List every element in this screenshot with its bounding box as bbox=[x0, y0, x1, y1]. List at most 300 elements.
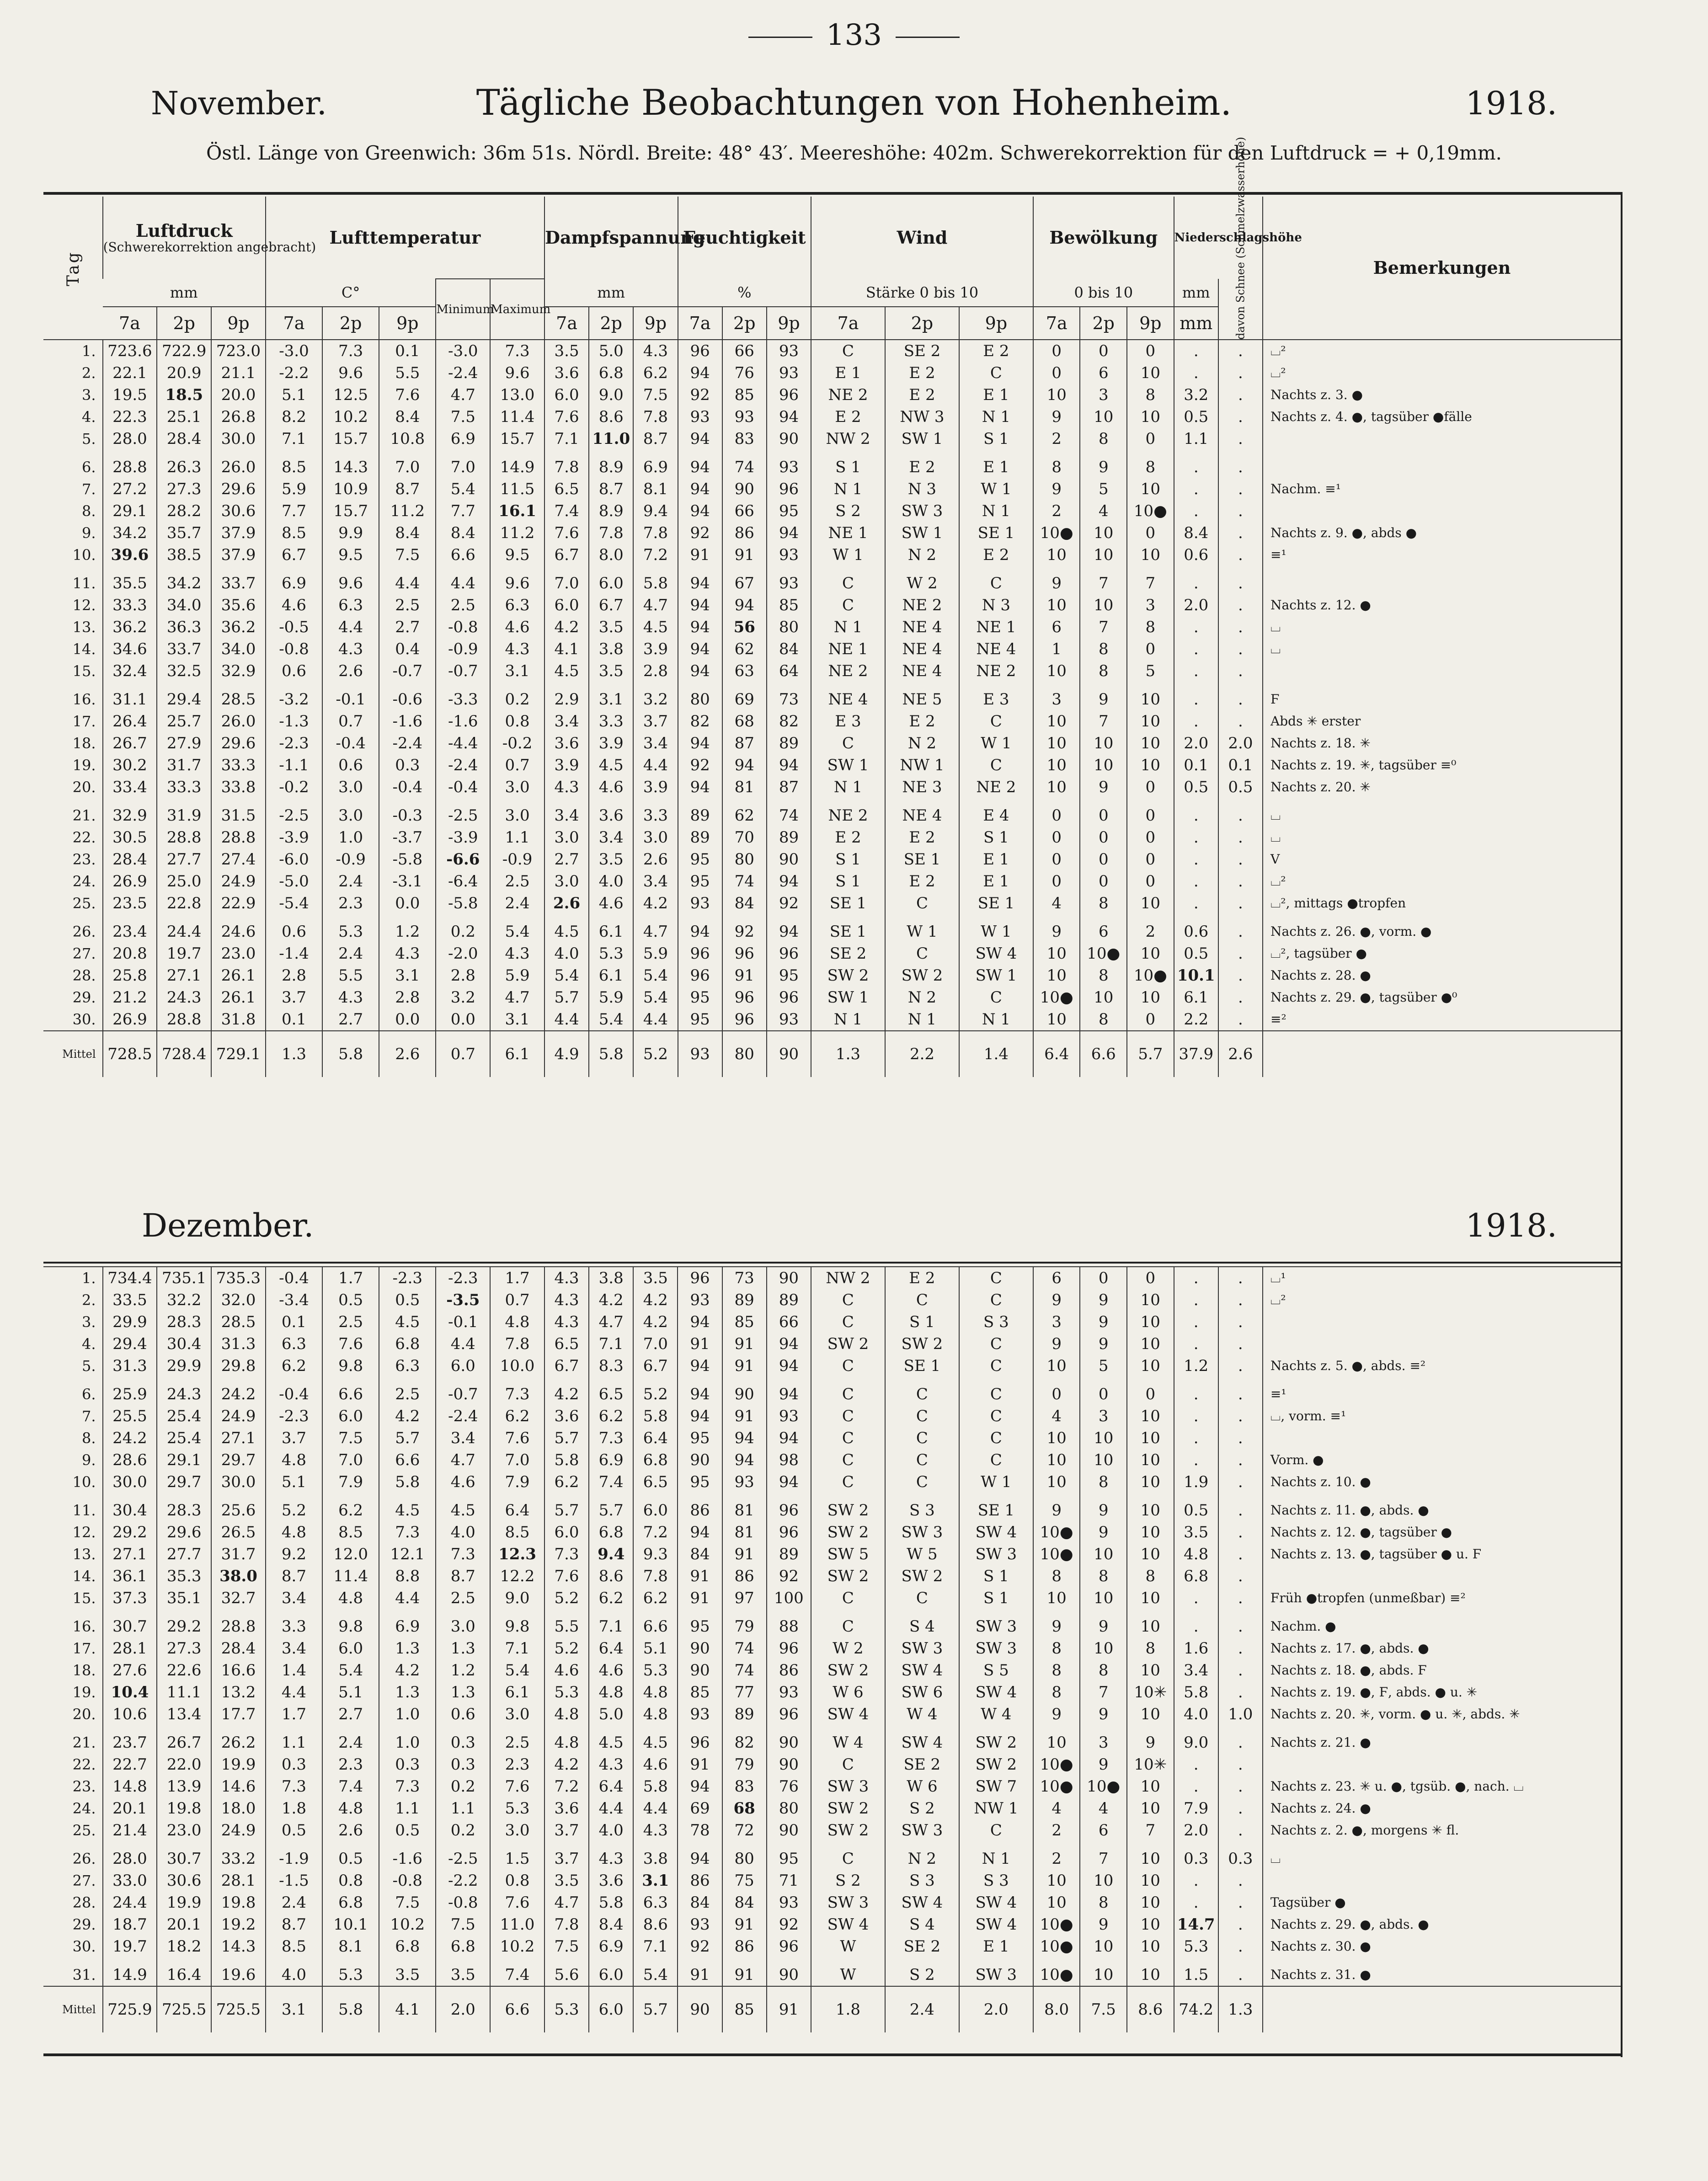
value-cell: 0.5 bbox=[1218, 776, 1263, 798]
value-cell: 6.7 bbox=[589, 594, 633, 616]
value-cell: 25.0 bbox=[157, 870, 211, 892]
value-cell: 5.8 bbox=[633, 1776, 678, 1797]
value-cell: 10 bbox=[1033, 943, 1080, 965]
value-cell: 0.3 bbox=[1174, 1841, 1218, 1870]
value-cell: . bbox=[1218, 1957, 1263, 1986]
value-cell: -2.5 bbox=[266, 798, 322, 827]
value-cell: 1 bbox=[1033, 638, 1080, 660]
value-cell: 90 bbox=[767, 1957, 811, 1986]
value-cell: 10 bbox=[1080, 732, 1127, 754]
value-cell: 3.5 bbox=[1174, 1521, 1218, 1543]
value-cell: . bbox=[1218, 362, 1263, 384]
value-cell: -0.1 bbox=[322, 682, 379, 710]
value-cell: 8.4 bbox=[379, 406, 436, 428]
value-cell: 30.4 bbox=[157, 1333, 211, 1355]
value-cell: E 2 bbox=[885, 384, 959, 406]
value-cell: 6.3 bbox=[490, 594, 544, 616]
value-cell: . bbox=[1174, 710, 1218, 732]
table-row bbox=[43, 1405, 1621, 1427]
value-cell: 27.2 bbox=[103, 478, 157, 500]
value-cell: 35.5 bbox=[103, 566, 157, 594]
value-cell: 2 bbox=[1127, 914, 1174, 943]
value-cell: 4.2 bbox=[544, 1377, 589, 1405]
value-cell: 0.8 bbox=[322, 1870, 379, 1892]
value-cell: . bbox=[1218, 1471, 1263, 1493]
value-cell: 6.2 bbox=[589, 1587, 633, 1609]
value-cell: . bbox=[1218, 1289, 1263, 1311]
value-cell: 10 bbox=[1033, 732, 1080, 754]
day-cell: 17. bbox=[72, 713, 96, 730]
remark-cell: Nachts z. 12. ● bbox=[1263, 594, 1621, 616]
value-cell: . bbox=[1218, 870, 1263, 892]
value-cell: 4.7 bbox=[490, 987, 544, 1008]
value-cell: 4.3 bbox=[633, 340, 678, 362]
value-cell: 7.3 bbox=[379, 1521, 436, 1543]
value-cell: . bbox=[1218, 1936, 1263, 1957]
value-cell: -0.9 bbox=[322, 848, 379, 870]
value-cell: N 2 bbox=[885, 732, 959, 754]
value-cell: 0.6 bbox=[266, 660, 322, 682]
value-cell: 94 bbox=[678, 594, 722, 616]
value-cell: 2.6 bbox=[544, 892, 589, 914]
day-cell: 30. bbox=[72, 1938, 96, 1955]
value-cell: 93 bbox=[767, 340, 811, 362]
value-cell: 4.8 bbox=[544, 1703, 589, 1725]
value-cell: 1.3 bbox=[436, 1681, 490, 1703]
value-cell: S 1 bbox=[959, 1565, 1033, 1587]
table-row bbox=[43, 1725, 1621, 1754]
value-cell: 10.6 bbox=[103, 1703, 157, 1725]
value-cell: 10 bbox=[1127, 1471, 1174, 1493]
value-cell: 7.3 bbox=[436, 1543, 490, 1565]
value-cell: 0.6 bbox=[322, 754, 379, 776]
value-cell: W 1 bbox=[959, 914, 1033, 943]
value-cell: 86 bbox=[767, 1659, 811, 1681]
table-row bbox=[43, 1311, 1621, 1333]
value-cell: 2 bbox=[1033, 1841, 1080, 1870]
value-cell: 10 bbox=[1127, 754, 1174, 776]
value-cell: 10 bbox=[1033, 384, 1080, 406]
value-cell: 29.9 bbox=[157, 1355, 211, 1377]
value-cell: -3.0 bbox=[436, 340, 490, 362]
value-cell: 10● bbox=[1033, 1936, 1080, 1957]
value-cell: C bbox=[885, 1377, 959, 1405]
value-cell: 2.2 bbox=[1174, 1008, 1218, 1031]
day-cell: 3. bbox=[82, 386, 96, 404]
value-cell: 4.7 bbox=[436, 1449, 490, 1471]
value-cell: 13.4 bbox=[157, 1703, 211, 1725]
value-cell: 95 bbox=[678, 1008, 722, 1031]
value-cell: -3.2 bbox=[266, 682, 322, 710]
value-cell: . bbox=[1174, 1892, 1218, 1914]
mittel-value: 80 bbox=[722, 1031, 767, 1077]
value-cell: 4.6 bbox=[490, 616, 544, 638]
value-cell: . bbox=[1218, 1333, 1263, 1355]
value-cell: 3 bbox=[1033, 1311, 1080, 1333]
value-cell: 9.2 bbox=[266, 1543, 322, 1565]
day-cell: 9. bbox=[82, 1451, 96, 1469]
day-cell: 21. bbox=[72, 1734, 96, 1751]
value-cell: 94 bbox=[767, 914, 811, 943]
header-bewoelkung-7a: 7a bbox=[1033, 307, 1080, 340]
value-cell: 9 bbox=[1033, 406, 1080, 428]
value-cell: 5.4 bbox=[633, 987, 678, 1008]
value-cell: 6.8 bbox=[589, 1521, 633, 1543]
value-cell: 93 bbox=[767, 1681, 811, 1703]
mittel-value: 1.8 bbox=[811, 1986, 885, 2032]
value-cell: 28.1 bbox=[103, 1637, 157, 1659]
value-cell: 6.4 bbox=[589, 1637, 633, 1659]
mittel-value: 2.4 bbox=[885, 1986, 959, 2032]
value-cell: S 1 bbox=[811, 848, 885, 870]
value-cell: 26.5 bbox=[211, 1521, 266, 1543]
day-cell: 2. bbox=[82, 364, 96, 382]
page-number-dash-left bbox=[748, 37, 812, 38]
mittel-value: 90 bbox=[678, 1986, 722, 2032]
value-cell: 6.1 bbox=[490, 1681, 544, 1703]
day-cell: 23. bbox=[72, 851, 96, 868]
table-row bbox=[43, 1819, 1621, 1841]
value-cell: . bbox=[1218, 848, 1263, 870]
value-cell: 27.7 bbox=[157, 848, 211, 870]
header-dampf: Dampfspannung bbox=[544, 197, 678, 279]
value-cell: 3.2 bbox=[1174, 384, 1218, 406]
value-cell: 4.5 bbox=[379, 1493, 436, 1521]
value-cell: W 1 bbox=[885, 914, 959, 943]
value-cell: 7.1 bbox=[589, 1333, 633, 1355]
value-cell: 86 bbox=[678, 1870, 722, 1892]
day-cell: 19. bbox=[72, 1684, 96, 1701]
value-cell: 29.1 bbox=[157, 1449, 211, 1471]
day-cell: 19. bbox=[72, 757, 96, 774]
value-cell: 0.7 bbox=[490, 1289, 544, 1311]
value-cell: 9.9 bbox=[322, 522, 379, 544]
value-cell: 8 bbox=[1033, 1681, 1080, 1703]
value-cell: . bbox=[1218, 1449, 1263, 1471]
value-cell: -6.6 bbox=[436, 848, 490, 870]
value-cell: 32.4 bbox=[103, 660, 157, 682]
value-cell: 10● bbox=[1033, 1754, 1080, 1776]
value-cell: 31.8 bbox=[211, 1008, 266, 1031]
value-cell: -0.9 bbox=[490, 848, 544, 870]
value-cell: E 1 bbox=[959, 848, 1033, 870]
table-row bbox=[43, 1681, 1621, 1703]
value-cell: 5.8 bbox=[633, 1405, 678, 1427]
value-cell: 7.4 bbox=[589, 1471, 633, 1493]
value-cell: W 1 bbox=[959, 478, 1033, 500]
remark-cell: Nachts z. 17. ●, abds. ● bbox=[1263, 1637, 1621, 1659]
value-cell: 0.1 bbox=[1218, 754, 1263, 776]
value-cell: 2.5 bbox=[379, 594, 436, 616]
value-cell: 10.8 bbox=[379, 428, 436, 450]
value-cell: 10 bbox=[1033, 1427, 1080, 1449]
value-cell: SW 3 bbox=[959, 1609, 1033, 1637]
day-cell: 11. bbox=[72, 1502, 96, 1519]
value-cell: . bbox=[1218, 340, 1263, 362]
value-cell: 28.2 bbox=[157, 500, 211, 522]
value-cell: 3 bbox=[1080, 1725, 1127, 1754]
value-cell: 3.5 bbox=[544, 340, 589, 362]
header-maximum: Maximum bbox=[490, 279, 544, 340]
value-cell: 3.9 bbox=[544, 754, 589, 776]
value-cell: NE 2 bbox=[959, 660, 1033, 682]
table-row bbox=[43, 638, 1621, 660]
value-cell: 0.8 bbox=[490, 1870, 544, 1892]
year-label-november: 1918. bbox=[1465, 85, 1557, 122]
value-cell: 66 bbox=[767, 1311, 811, 1333]
value-cell: 8.7 bbox=[379, 478, 436, 500]
value-cell: N 3 bbox=[885, 478, 959, 500]
value-cell: 5.3 bbox=[322, 914, 379, 943]
value-cell: . bbox=[1218, 1819, 1263, 1841]
header-wind-9p: 9p bbox=[959, 307, 1033, 340]
value-cell: W 4 bbox=[811, 1725, 885, 1754]
value-cell: 7 bbox=[1080, 616, 1127, 638]
day-cell: 11. bbox=[72, 575, 96, 592]
value-cell: E 1 bbox=[959, 450, 1033, 478]
value-cell: 2.4 bbox=[322, 1725, 379, 1754]
value-cell: 80 bbox=[767, 616, 811, 638]
day-cell: 1. bbox=[43, 1267, 103, 1289]
value-cell: 6.7 bbox=[544, 1355, 589, 1377]
value-cell: 4 bbox=[1080, 500, 1127, 522]
value-cell: 1.1 bbox=[490, 827, 544, 848]
value-cell: 1.7 bbox=[322, 1267, 379, 1289]
value-cell: 10● bbox=[1033, 987, 1080, 1008]
value-cell: 3.5 bbox=[589, 616, 633, 638]
value-cell: 3.8 bbox=[589, 638, 633, 660]
value-cell: 93 bbox=[678, 1914, 722, 1936]
value-cell: -2.5 bbox=[436, 798, 490, 827]
value-cell: 96 bbox=[767, 1493, 811, 1521]
value-cell: 94 bbox=[678, 1521, 722, 1543]
value-cell: 6.3 bbox=[322, 594, 379, 616]
value-cell: 2.9 bbox=[544, 682, 589, 710]
value-cell: 5.3 bbox=[544, 1681, 589, 1703]
value-cell: 3 bbox=[1127, 594, 1174, 616]
value-cell: 10.1 bbox=[1174, 965, 1218, 987]
value-cell: 5.8 bbox=[633, 566, 678, 594]
value-cell: 8.4 bbox=[1174, 522, 1218, 544]
table-row bbox=[43, 914, 1621, 943]
value-cell: N 1 bbox=[959, 1841, 1033, 1870]
value-cell: 1.8 bbox=[266, 1797, 322, 1819]
value-cell: 96 bbox=[678, 340, 722, 362]
value-cell: C bbox=[811, 1355, 885, 1377]
value-cell: 10 bbox=[1127, 1427, 1174, 1449]
table-row bbox=[43, 1587, 1621, 1609]
day-cell: 15. bbox=[72, 1589, 96, 1607]
value-cell: 20.1 bbox=[157, 1914, 211, 1936]
value-cell: 69 bbox=[722, 682, 767, 710]
value-cell: SE 1 bbox=[959, 522, 1033, 544]
day-cell: 2. bbox=[82, 1291, 96, 1309]
mittel-value: 2.6 bbox=[379, 1031, 436, 1077]
value-cell: NE 2 bbox=[885, 594, 959, 616]
remark-cell: Nachm. ● bbox=[1263, 1609, 1621, 1637]
value-cell: 6.8 bbox=[1174, 1565, 1218, 1587]
value-cell: 10 bbox=[1127, 1355, 1174, 1377]
value-cell: 8 bbox=[1080, 428, 1127, 450]
table-row bbox=[43, 1289, 1621, 1311]
value-cell: 0 bbox=[1127, 776, 1174, 798]
value-cell: -0.7 bbox=[436, 660, 490, 682]
value-cell: 85 bbox=[722, 384, 767, 406]
value-cell: C bbox=[959, 362, 1033, 384]
value-cell: 94 bbox=[767, 1377, 811, 1405]
value-cell: 10 bbox=[1080, 754, 1127, 776]
value-cell: 30.7 bbox=[157, 1841, 211, 1870]
value-cell: 10● bbox=[1127, 500, 1174, 522]
day-cell: 8. bbox=[82, 1429, 96, 1447]
value-cell: 94 bbox=[678, 638, 722, 660]
value-cell: 94 bbox=[678, 428, 722, 450]
value-cell: 94 bbox=[678, 616, 722, 638]
value-cell: 9 bbox=[1080, 1754, 1127, 1776]
day-cell: 21. bbox=[72, 807, 96, 824]
value-cell: 4.0 bbox=[589, 870, 633, 892]
value-cell: 96 bbox=[767, 384, 811, 406]
value-cell: 4.4 bbox=[266, 1681, 322, 1703]
value-cell: 5.1 bbox=[266, 384, 322, 406]
value-cell: 4.3 bbox=[322, 987, 379, 1008]
value-cell: -0.4 bbox=[379, 776, 436, 798]
value-cell: 7.3 bbox=[490, 1377, 544, 1405]
remark-cell: Nachts z. 5. ●, abds. ≡² bbox=[1263, 1355, 1621, 1377]
value-cell: 10 bbox=[1127, 1405, 1174, 1427]
value-cell: . bbox=[1218, 1565, 1263, 1587]
remark-cell: Nachts z. 29. ●, abds. ● bbox=[1263, 1914, 1621, 1936]
value-cell: 7.3 bbox=[322, 340, 379, 362]
value-cell: . bbox=[1218, 1543, 1263, 1565]
value-cell: 31.3 bbox=[211, 1333, 266, 1355]
value-cell: 7.5 bbox=[544, 1936, 589, 1957]
value-cell: 3.0 bbox=[322, 798, 379, 827]
header-niederschlag: Niederschlagshöhe bbox=[1174, 197, 1263, 279]
value-cell: 29.6 bbox=[157, 1521, 211, 1543]
value-cell: 3.7 bbox=[544, 1819, 589, 1841]
value-cell: S 4 bbox=[885, 1609, 959, 1637]
value-cell: 0.2 bbox=[436, 1776, 490, 1797]
value-cell: 9.0 bbox=[490, 1587, 544, 1609]
value-cell: 2 bbox=[1033, 1819, 1080, 1841]
value-cell: 10 bbox=[1127, 732, 1174, 754]
value-cell: 2.5 bbox=[490, 870, 544, 892]
value-cell: 0 bbox=[1033, 362, 1080, 384]
value-cell: 86 bbox=[678, 1493, 722, 1521]
value-cell: SE 1 bbox=[959, 1493, 1033, 1521]
value-cell: 10● bbox=[1033, 1914, 1080, 1936]
value-cell: 15.7 bbox=[322, 500, 379, 522]
value-cell: 5.3 bbox=[1174, 1936, 1218, 1957]
value-cell: . bbox=[1218, 450, 1263, 478]
value-cell: 5.3 bbox=[633, 1659, 678, 1681]
value-cell: C bbox=[885, 1427, 959, 1449]
day-cell: 23. bbox=[72, 1778, 96, 1795]
value-cell: C bbox=[811, 594, 885, 616]
value-cell: 9 bbox=[1080, 1333, 1127, 1355]
value-cell: 8 bbox=[1033, 1565, 1080, 1587]
value-cell: 5.2 bbox=[633, 1377, 678, 1405]
value-cell: 8 bbox=[1033, 1659, 1080, 1681]
remark-cell: Ϝ bbox=[1263, 682, 1621, 710]
value-cell: 89 bbox=[767, 732, 811, 754]
value-cell: 7.6 bbox=[322, 1333, 379, 1355]
value-cell: 80 bbox=[678, 682, 722, 710]
value-cell: 6.8 bbox=[633, 1449, 678, 1471]
value-cell: 6.0 bbox=[322, 1637, 379, 1659]
value-cell: W 2 bbox=[885, 566, 959, 594]
remark-cell bbox=[1263, 1427, 1621, 1449]
value-cell: 10.4 bbox=[103, 1681, 157, 1703]
value-cell: 6.6 bbox=[633, 1609, 678, 1637]
value-cell: 7.9 bbox=[322, 1471, 379, 1493]
value-cell: 0 bbox=[1080, 1267, 1127, 1289]
value-cell: 18.7 bbox=[103, 1914, 157, 1936]
value-cell: 0.5 bbox=[1174, 1493, 1218, 1521]
value-cell: -2.4 bbox=[379, 732, 436, 754]
value-cell: 6.8 bbox=[589, 362, 633, 384]
value-cell: 10 bbox=[1127, 1659, 1174, 1681]
value-cell: 6.5 bbox=[544, 478, 589, 500]
value-cell: N 1 bbox=[959, 1008, 1033, 1031]
value-cell: 37.3 bbox=[103, 1587, 157, 1609]
value-cell: . bbox=[1218, 1892, 1263, 1914]
value-cell: SE 1 bbox=[811, 892, 885, 914]
value-cell: C bbox=[959, 754, 1033, 776]
value-cell: 2 bbox=[1033, 428, 1080, 450]
value-cell: 5.4 bbox=[633, 965, 678, 987]
value-cell: 91 bbox=[722, 965, 767, 987]
value-cell: NW 1 bbox=[885, 754, 959, 776]
day-cell: 31. bbox=[72, 1966, 96, 1984]
remark-cell: Nachts z. 29. ●, tagsüber ●⁰ bbox=[1263, 987, 1621, 1008]
mittel-value: 6.1 bbox=[490, 1031, 544, 1077]
value-cell: 9 bbox=[1080, 1703, 1127, 1725]
value-cell: 9 bbox=[1127, 1725, 1174, 1754]
value-cell: 11.2 bbox=[490, 522, 544, 544]
header-feuchtigkeit-7a: 7a bbox=[678, 307, 722, 340]
value-cell: . bbox=[1218, 1609, 1263, 1637]
value-cell: E 1 bbox=[811, 362, 885, 384]
value-cell: 8.9 bbox=[589, 450, 633, 478]
value-cell: 31.1 bbox=[103, 682, 157, 710]
value-cell: 8.7 bbox=[633, 428, 678, 450]
table-row bbox=[43, 1659, 1621, 1681]
value-cell: 4.0 bbox=[436, 1521, 490, 1543]
value-cell: 7 bbox=[1080, 710, 1127, 732]
value-cell: 80 bbox=[722, 1841, 767, 1870]
value-cell: 735.1 bbox=[157, 1267, 211, 1289]
value-cell: 31.7 bbox=[211, 1543, 266, 1565]
table-row bbox=[43, 1870, 1621, 1892]
header-minimum: Minimum bbox=[436, 279, 490, 340]
value-cell: 79 bbox=[722, 1609, 767, 1637]
value-cell: 89 bbox=[767, 1543, 811, 1565]
value-cell: -1.6 bbox=[379, 710, 436, 732]
value-cell: 723.0 bbox=[211, 340, 266, 362]
remark-cell bbox=[1263, 1333, 1621, 1355]
value-cell: 22.6 bbox=[157, 1659, 211, 1681]
value-cell: 95 bbox=[767, 965, 811, 987]
value-cell: 10 bbox=[1080, 1936, 1127, 1957]
header-dampf-7a: 7a bbox=[544, 307, 589, 340]
value-cell: 9 bbox=[1080, 1311, 1127, 1333]
value-cell: 24.6 bbox=[211, 914, 266, 943]
value-cell: 10 bbox=[1127, 544, 1174, 566]
value-cell: 75 bbox=[722, 1870, 767, 1892]
unit-wind: Stärke 0 bis 10 bbox=[811, 279, 1033, 307]
